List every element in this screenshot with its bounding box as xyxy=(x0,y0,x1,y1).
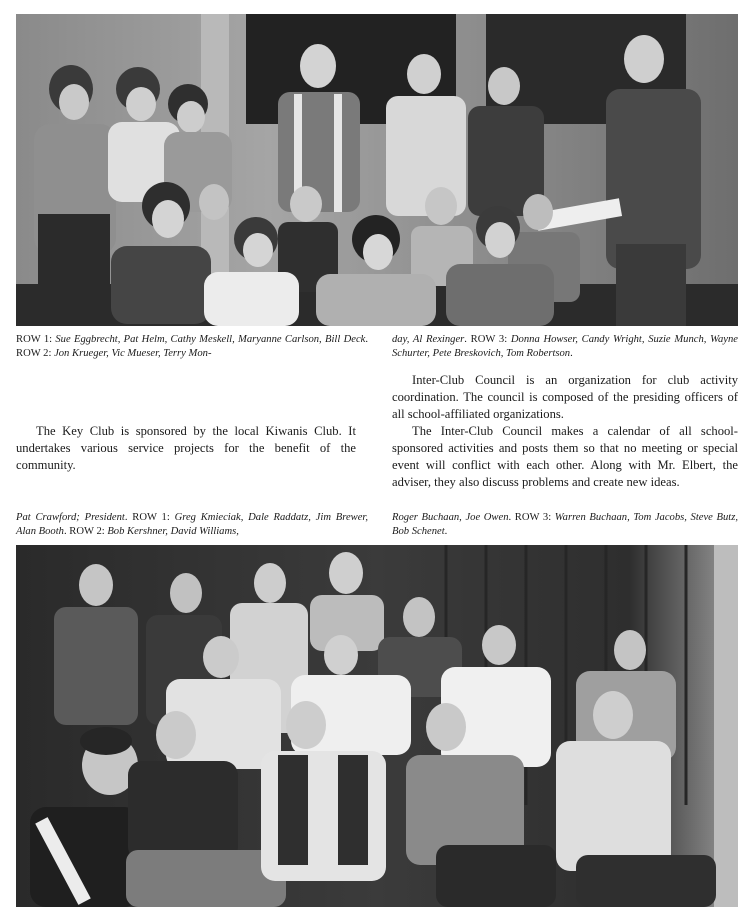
caption-names: Donna Howser, Candy Wright, Suzie Munch, Wayne Schurter, Pete Breskovich, Tom Robertson xyxy=(392,334,738,359)
key-club-paragraph: The Key Club is sponsored by the local Kiwanis Club. It undertakes various service projects for the benefit of the community. xyxy=(16,424,356,472)
inter-club-paragraph-2: The Inter-Club Council makes a calendar of all school-sponsored activities and posts them so that no meeting or special event will conflict with each other. Along with Mr. Elbert, the adviser, they also discuss problems and create new ideas. xyxy=(392,424,738,489)
caption-row-label: ROW 1: xyxy=(16,334,56,345)
caption-top-left xyxy=(16,333,368,361)
caption-punctuation: . xyxy=(570,348,573,359)
caption-names: Sue Eggbrecht, Pat Helm, Cathy Meskell, Maryanne Carlson, Bill Deck xyxy=(55,334,366,345)
caption-names: Warren Buchaan, Tom Jacobs, Steve Butz, Bob Schenet xyxy=(392,512,738,537)
caption-bottom-right xyxy=(392,511,738,539)
inter-club-council-photo-image xyxy=(16,14,738,326)
caption-punctuation: . xyxy=(444,526,448,537)
caption-top-right xyxy=(392,333,738,361)
caption-names: Bob Kershner, David Williams, xyxy=(107,526,239,537)
caption-row-label: . ROW 2: xyxy=(16,334,369,359)
caption-names: day, Al Rexinger xyxy=(392,334,465,345)
key-club-photo xyxy=(16,545,738,907)
key-club-description xyxy=(16,423,356,474)
caption-names: Roger Buchaan, Joe Owen xyxy=(392,512,509,523)
caption-names: Pat Crawford; President xyxy=(16,512,125,523)
caption-names: Greg Kmieciak, Dale Raddatz, Jim Brewer, Alan Booth xyxy=(16,512,369,537)
inter-club-paragraph-1: Inter-Club Council is an organization for club activity coordination. The council is composed of the presiding officers of all school-affiliated organizations. xyxy=(392,373,738,421)
caption-row-label: . ROW 3: xyxy=(508,512,555,523)
caption-row-label: . ROW 3: xyxy=(464,334,511,345)
caption-names: Jon Krueger, Vic Mueser, Terry Mon- xyxy=(54,348,212,359)
caption-bottom-left xyxy=(16,511,368,539)
inter-club-council-description xyxy=(392,372,738,491)
caption-row-label: . ROW 1: xyxy=(124,512,175,523)
caption-row-label: . ROW 2: xyxy=(63,526,108,537)
key-club-photo-image xyxy=(16,545,738,907)
inter-club-council-photo xyxy=(16,14,738,326)
